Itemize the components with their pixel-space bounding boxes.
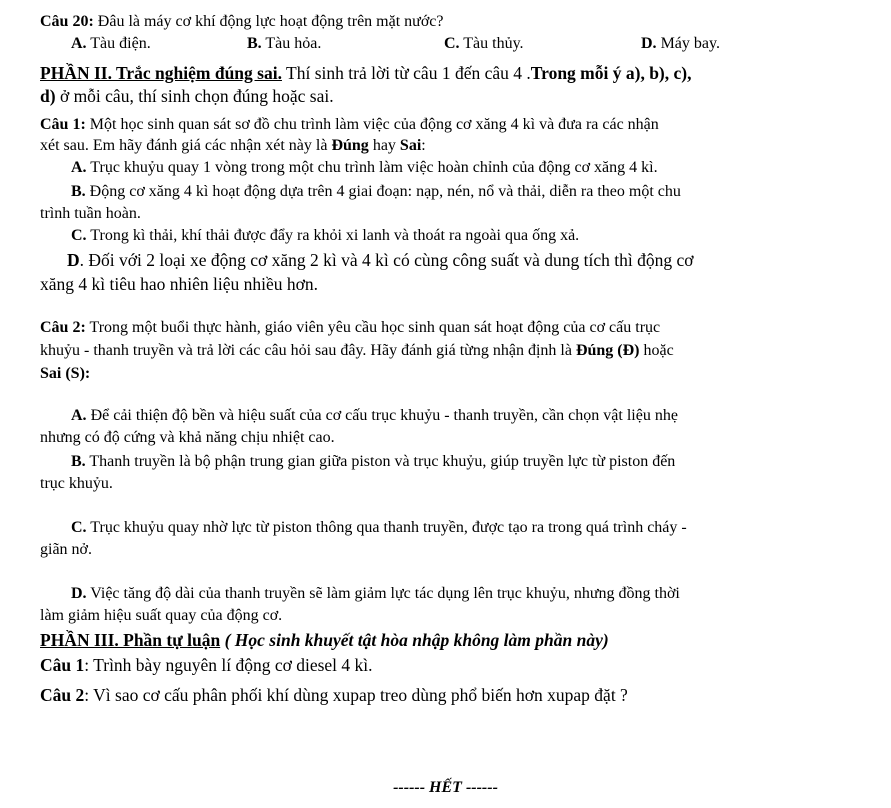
q2-statement-d-cont: làm giảm hiệu suất quay của động cơ. [40,607,283,624]
q2-label: Câu 2: [40,319,86,336]
q20-option-d: D. Máy bay. [641,35,720,52]
q1-stem-line2: xét sau. Em hãy đánh giá các nhận xét này là Đúng hay Sai: [40,137,426,154]
part2-intro: Thí sinh trả lời từ câu 1 đến câu 4 . [281,63,531,83]
q20-label: Câu 20: [40,13,94,30]
q2-statement-b-cont: trục khuỷu. [40,475,113,492]
part3-note: ( Học sinh khuyết tật hòa nhập không làm phần này) [220,630,609,650]
q1-label: Câu 1: [40,116,86,133]
q2-statement-d: D. Việc tăng độ dài của thanh truyền sẽ làm giảm lực tác dụng lên trục khuỷu, nhưng đồng thời [71,585,680,602]
q2-stem-line3: Sai (S): [40,365,91,382]
q2-stem-line1: Câu 2: Trong một buổi thực hành, giáo viên yêu cầu học sinh quan sát hoạt động của cơ cấu trục [40,319,661,336]
q20-option-c: C. Tàu thủy. [444,35,524,52]
q1-statement-a: A. Trục khuỷu quay 1 vòng trong một chu trình làm việc hoàn chỉnh của động cơ xăng 4 kì. [71,159,658,176]
q20-text: Đâu là máy cơ khí động lực hoạt động trên mặt nước? [93,13,444,30]
part3-q1: Câu 1: Trình bày nguyên lí động cơ diesel 4 kì. [40,655,373,675]
q1-statement-b: B. Động cơ xăng 4 kì hoạt động dựa trên 4 giai đoạn: nạp, nén, nổ và thải, diễn ra theo một chu [71,183,681,200]
q1-statement-c: C. Trong kì thải, khí thải được đẩy ra khỏi xi lanh và thoát ra ngoài qua ống xả. [71,227,580,244]
part3-title: PHẦN III. Phần tự luận [40,630,221,650]
q2-statement-c-cont: giãn nở. [40,541,93,558]
end-marker: ------ HẾT ------ [393,779,498,796]
q1-statement-d-cont: xăng 4 kì tiêu hao nhiên liệu nhiều hơn. [40,274,319,294]
part3-heading [40,630,609,650]
q2-statement-b: B. Thanh truyền là bộ phận trung gian giữa piston và trục khuỷu, giúp truyền lực từ piston đến [71,453,676,470]
q1-statement-d: D. Đối với 2 loại xe động cơ xăng 2 kì và 4 kì có cùng công suất và dung tích thì động cơ [67,250,694,270]
q20-question [40,12,444,32]
q2-stem-line2: khuỷu - thanh truyền và trả lời các câu hỏi sau đây. Hãy đánh giá từng nhận định là Đúng (Đ) hoặc [40,342,674,359]
part2-intro-bold: Trong mỗi ý a), b), c), [530,63,692,83]
part2-heading [40,63,691,83]
q2-statement-c: C. Trục khuỷu quay nhờ lực từ piston thông qua thanh truyền, được tạo ra trong quá trình cháy - [71,519,687,536]
part2-heading-line2: d) ở mỗi câu, thí sinh chọn đúng hoặc sai. [40,86,334,106]
q20-option-b: B. Tàu hỏa. [247,35,322,52]
q2-statement-a-cont: nhưng có độ cứng và khả năng chịu nhiệt cao. [40,429,335,446]
part2-title: PHẦN II. Trắc nghiệm đúng sai. [40,63,282,83]
q1-statement-b-cont: trình tuần hoàn. [40,205,141,222]
q2-statement-a: A. Để cải thiện độ bền và hiệu suất của cơ cấu trục khuỷu - thanh truyền, cần chọn vật liệu nhẹ [71,407,678,424]
q20-option-a: A. Tàu điện. [71,35,151,52]
q1-stem-line1: Câu 1: Một học sinh quan sát sơ đồ chu trình làm việc của động cơ xăng 4 kì và đưa ra các nhận [40,116,659,133]
part3-q2: Câu 2: Vì sao cơ cấu phân phối khí dùng xupap treo dùng phổ biến hơn xupap đặt ? [40,685,628,705]
